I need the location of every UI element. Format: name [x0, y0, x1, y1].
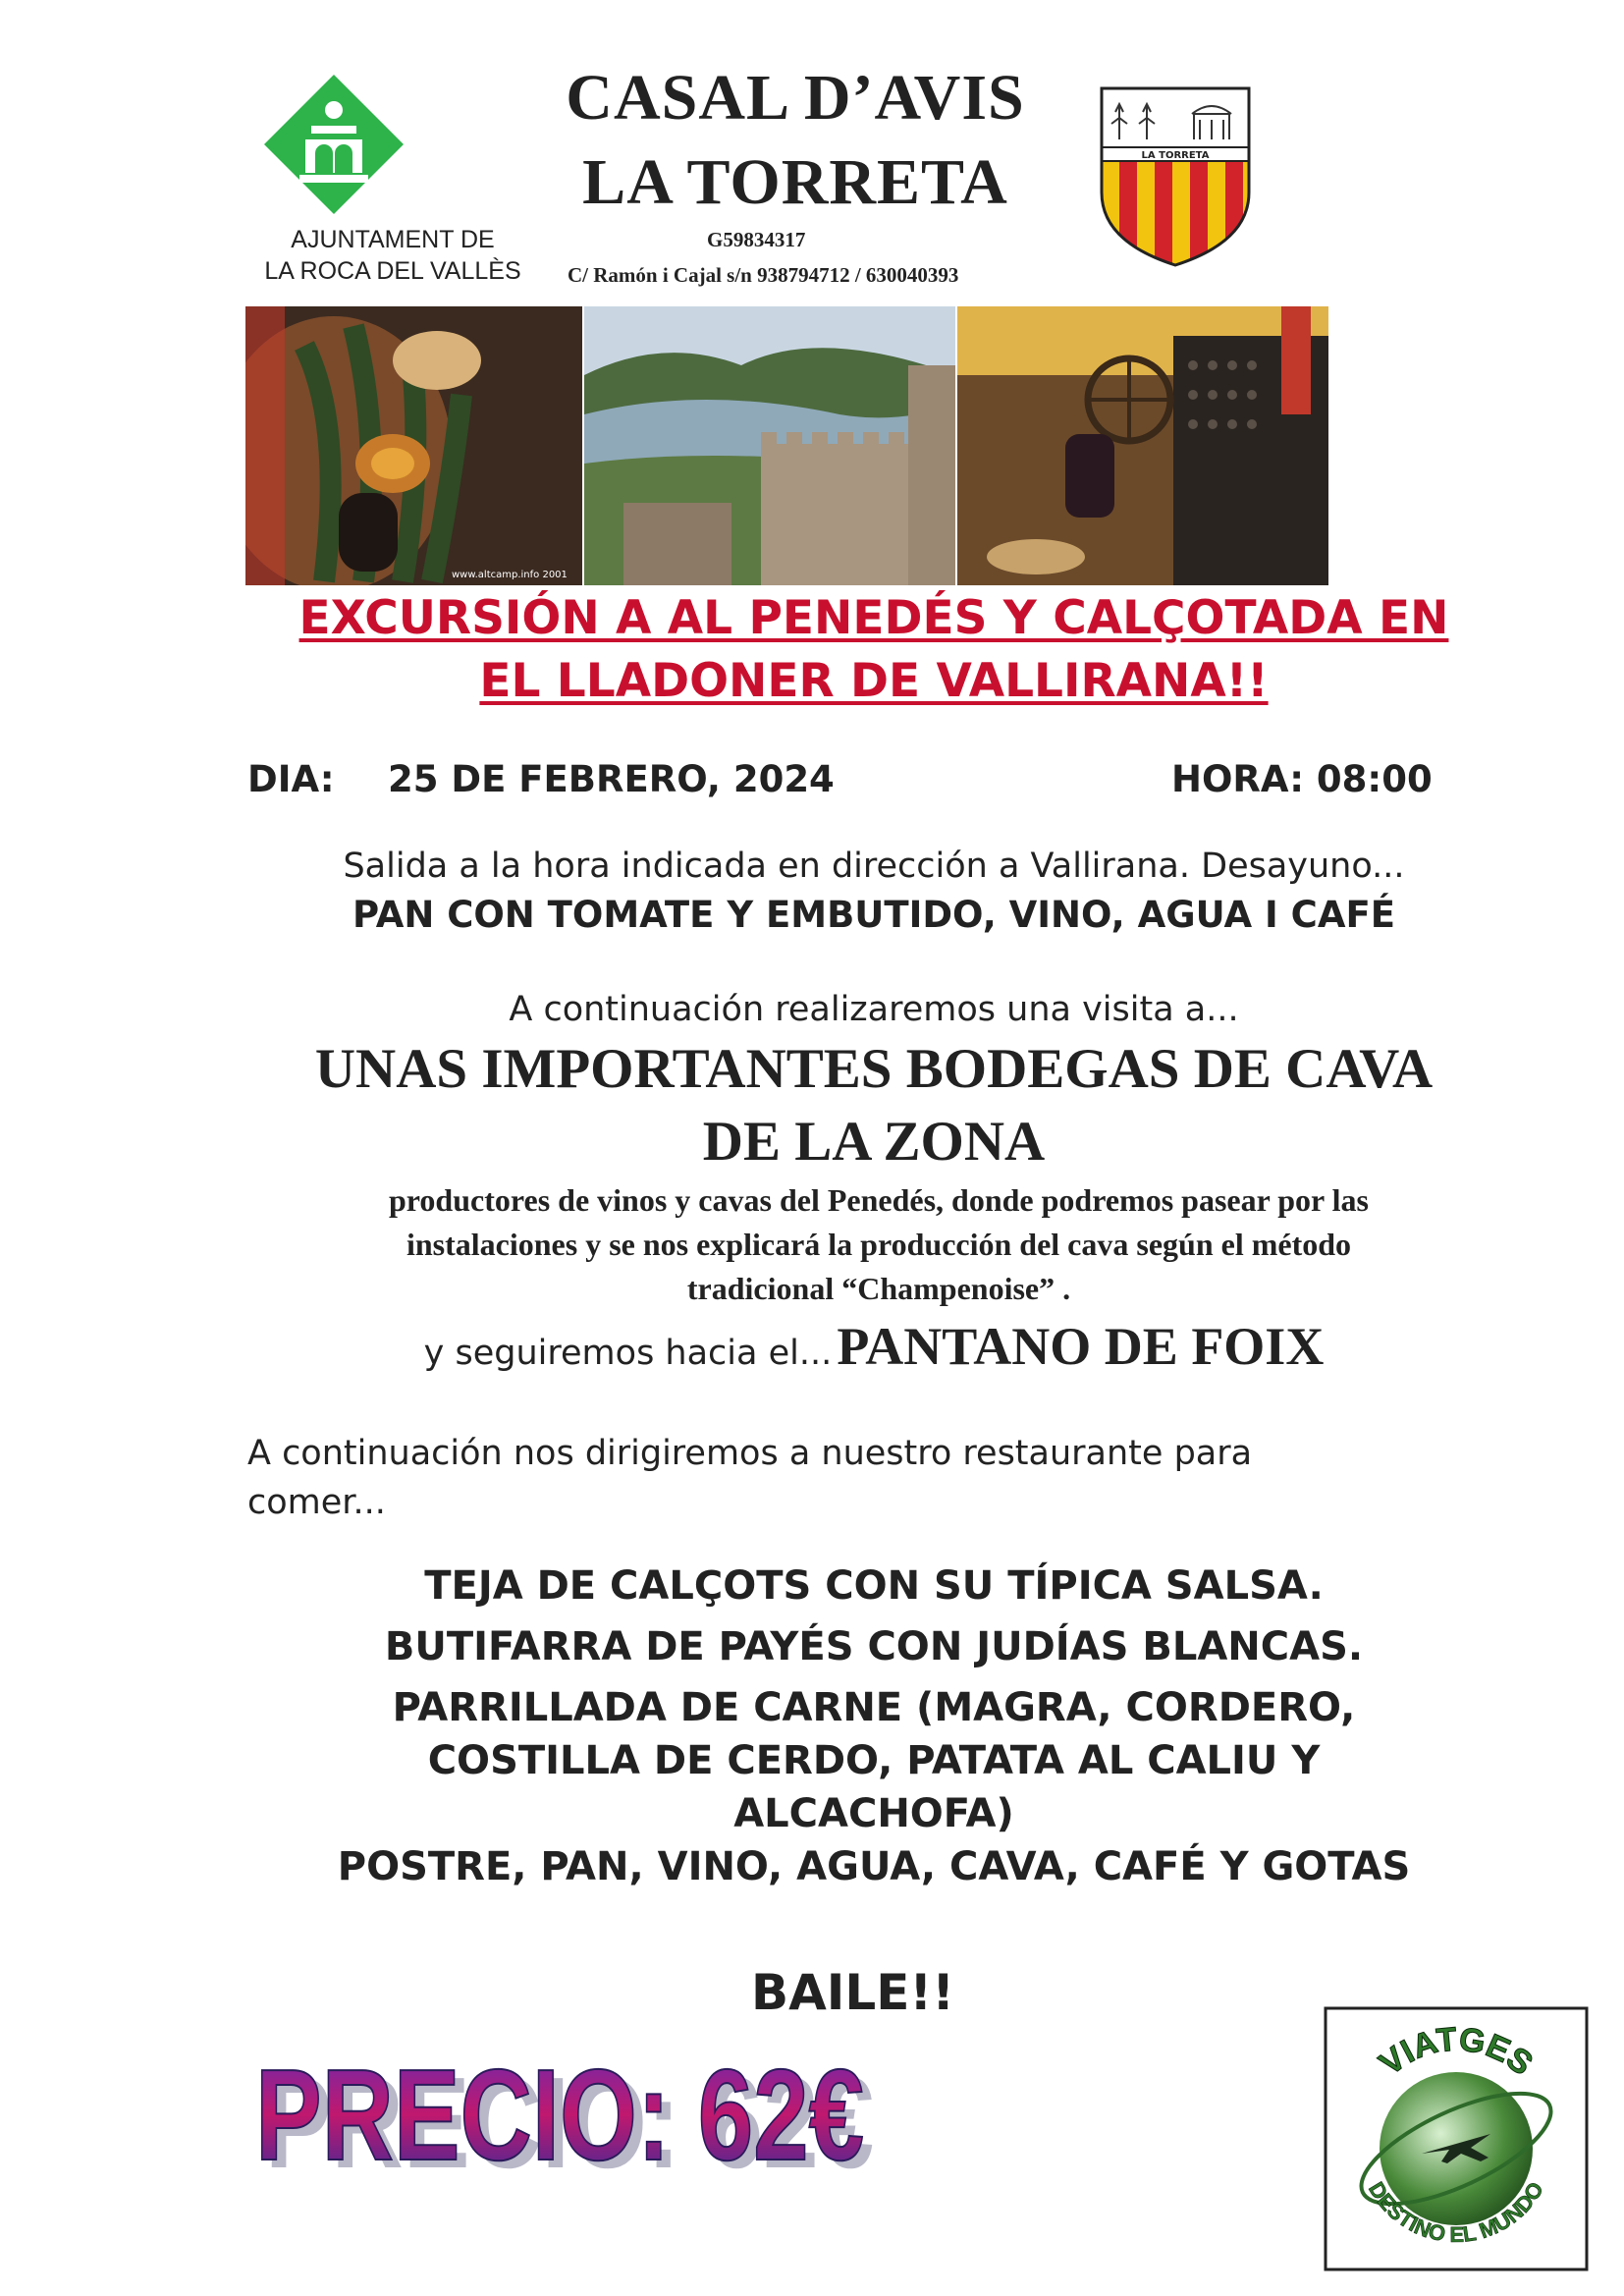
comer-text — [247, 1429, 1475, 1527]
dia-label: DIA: — [247, 758, 335, 800]
productores-line-2: instalaciones y se nos explicará la producción del cava según el método — [406, 1227, 1352, 1262]
productores-line-1: productores de vinos y cavas del Penedés, donde podremos pasear por las — [388, 1182, 1369, 1218]
productores-text — [245, 1178, 1512, 1311]
ajuntament-line-2: LA ROCA DEL VALLÈS — [264, 257, 521, 285]
hora-value: HORA: 08:00 — [1171, 758, 1433, 800]
photo-credit: www.altcamp.info 2001 — [452, 570, 568, 580]
calcots-photo — [245, 306, 582, 585]
continuacion-text: A continuación realizaremos una visita a... — [509, 990, 1239, 1029]
la-torreta-shield-logo — [1098, 84, 1253, 267]
baile-text: BAILE!! — [751, 1964, 955, 2021]
bodegas-line-2: DE LA ZONA — [702, 1111, 1046, 1173]
title-line-1: CASAL D’AVIS — [566, 62, 1025, 134]
lunch-menu — [226, 1559, 1522, 1893]
viatges-bottom-text: DESTINO EL MUNDO — [1364, 2177, 1549, 2248]
precio-banner — [247, 2028, 935, 2195]
ajuntament-line-1: AJUNTAMENT DE — [291, 226, 495, 253]
menu-item: ALCACHOFA) — [733, 1791, 1014, 1836]
seguiremos-line — [226, 1316, 1522, 1377]
shield-label: LA TORRETA — [1141, 150, 1210, 161]
dia-value: 25 DE FEBRERO, 2024 — [388, 758, 835, 800]
precio-text: PRECIO: 62€ — [255, 2043, 864, 2187]
precio-shadow: PRECIO: 62€ — [265, 2050, 874, 2195]
ajuntament-name — [245, 224, 540, 287]
address-phone: C/ Ramón i Cajal s/n 938794712 / 630040393 — [568, 263, 959, 287]
salida-text: Salida a la hora indicada en dirección a Vallirana. Desayuno... — [343, 847, 1405, 886]
bodega-cellar-photo — [957, 306, 1328, 585]
menu-item: BUTIFARRA DE PAYÉS CON JUDÍAS BLANCAS. — [384, 1624, 1364, 1669]
seguiremos-prefix: y seguiremos hacia el... — [423, 1334, 833, 1373]
bodegas-heading — [226, 1033, 1522, 1178]
ajuntament-logo — [260, 71, 407, 218]
desayuno-menu: PAN CON TOMATE Y EMBUTIDO, VINO, AGUA I CAFÉ — [352, 894, 1395, 936]
menu-item: POSTRE, PAN, VINO, AGUA, CAVA, CAFÉ Y GOTAS — [337, 1844, 1411, 1889]
heading-line-2: EL LLADONER DE VALLIRANA!! — [479, 654, 1269, 708]
viatges-logo — [1324, 2006, 1589, 2271]
cif-number: G59834317 — [707, 228, 806, 251]
bodegas-line-1: UNAS IMPORTANTES BODEGAS DE CAVA — [314, 1038, 1434, 1100]
pantano-name: PANTANO DE FOIX — [837, 1317, 1325, 1376]
productores-line-3: tradicional “Champenoise” . — [686, 1271, 1071, 1306]
menu-item: TEJA DE CALÇOTS CON SU TÍPICA SALSA. — [424, 1563, 1324, 1609]
viatges-top-text: VIATGES — [1372, 2020, 1541, 2083]
menu-item: PARRILLADA DE CARNE (MAGRA, CORDERO, — [392, 1685, 1356, 1730]
pantano-castle-photo — [584, 306, 955, 585]
comer-line-1: A continuación nos dirigiremos a nuestro restaurante para — [247, 1434, 1253, 1473]
excursion-heading — [236, 587, 1512, 713]
comer-line-2: comer... — [247, 1483, 386, 1522]
title-line-2: LA TORRETA — [582, 146, 1008, 218]
menu-item: COSTILLA DE CERDO, PATATA AL CALIU Y — [427, 1738, 1321, 1783]
heading-line-1: EXCURSIÓN A AL PENEDÉS Y CALÇOTADA EN — [298, 591, 1449, 645]
